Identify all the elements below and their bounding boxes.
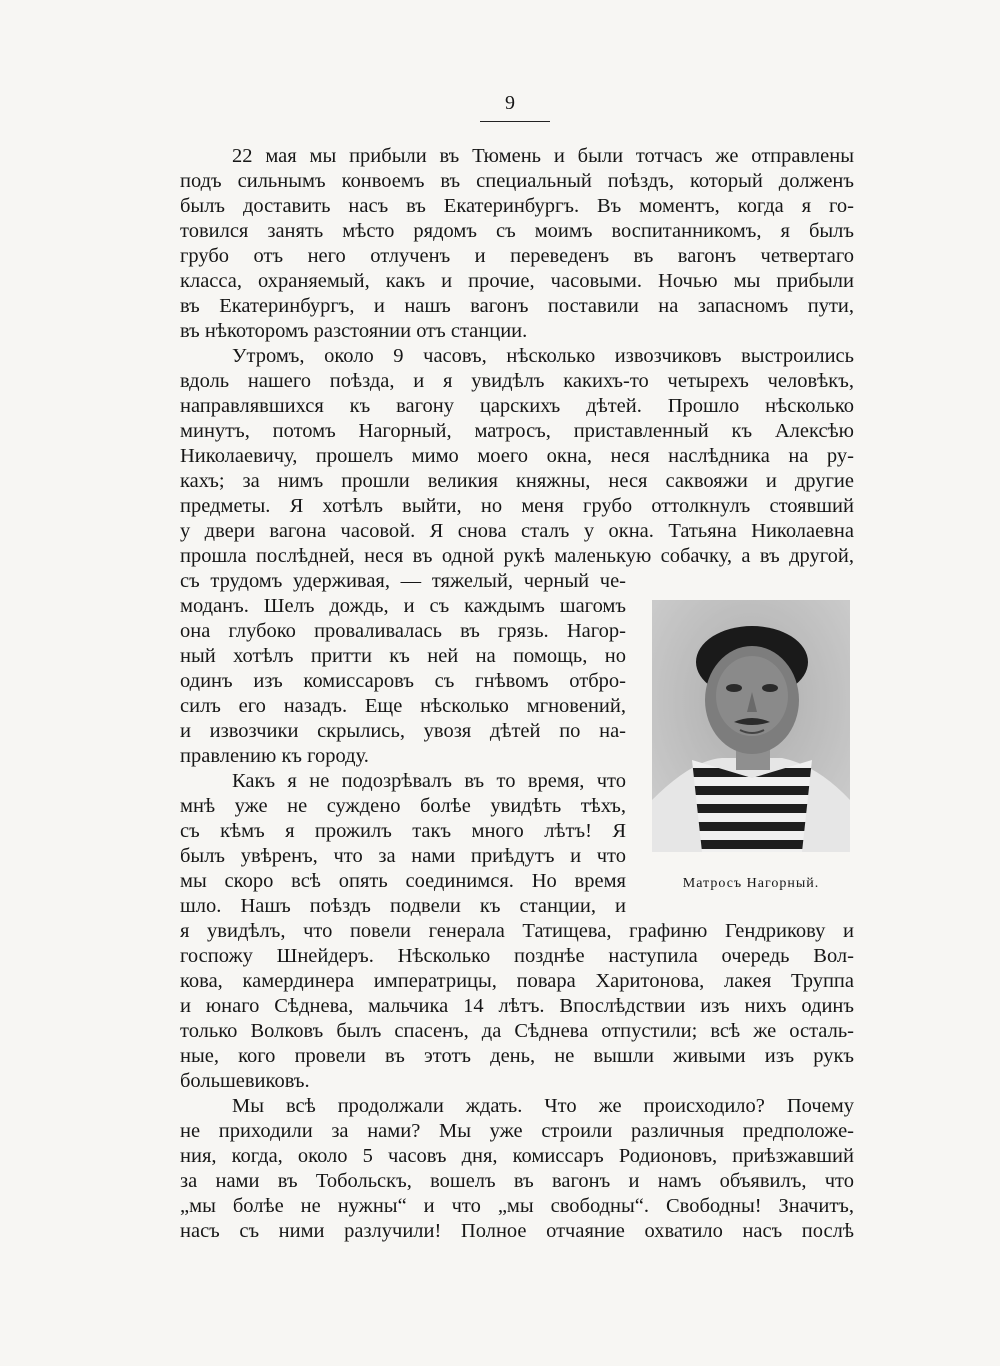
text-line: минутъ, потомъ Нагорный, матросъ, приставленный къ Алексѣю [180,420,854,442]
text-line: шло. Нашъ поѣздъ подвели къ станции, и [180,895,626,917]
text-line: за нами въ Тобольскъ, вошелъ въ вагонъ и намъ объявилъ, что [180,1170,854,1192]
text-line: прошла послѣдней, неся въ одной рукѣ маленькую собачку, а въ другой, [180,545,854,567]
text-line: ния, когда, около 5 часовъ дня, комиссаръ Родионовъ, приѣзжавший [180,1145,854,1167]
text-line: ный хотѣлъ притти къ ней на помощь, но [180,645,626,667]
text-line: класса, охраняемый, какъ и прочие, часовыми. Ночью мы прибыли [180,270,854,292]
text-line: у двери вагона часовой. Я снова сталъ у окна. Татьяна Николаевна [180,520,854,542]
text-line: она глубоко проваливалась въ грязь. Нагор- [180,620,626,642]
text-line: Николаевичу, прошелъ мимо моего окна, неся наслѣдника на ру- [180,445,854,467]
text-line: я увидѣлъ, что повели генерала Татищева, графиню Гендрикову и [180,920,854,942]
text-line: не приходили за нами? Мы уже строили различныя предположе- [180,1120,854,1142]
text-line: только Волковъ былъ спасенъ, да Сѣднева отпустили; всѣ же осталь- [180,1020,854,1042]
text-line: и юнаго Сѣднева, мальчика 14 лѣтъ. Впослѣдствии изъ нихъ одинъ [180,995,854,1017]
text-line: Утромъ, около 9 часовъ, нѣсколько извозчиковъ выстроились [232,345,854,367]
text-line: Какъ я не подозрѣвалъ въ то время, что [232,770,626,792]
text-line: съ трудомъ удерживая, — тяжелый, черный че- [180,570,626,592]
text-line: подъ сильнымъ конвоемъ въ специальный поѣздъ, который долженъ [180,170,854,192]
text-line: въ Екатеринбургъ, и нашъ вагонъ поставили на запасномъ пути, [180,295,854,317]
photo-caption: Матросъ Нагорный. [682,876,820,891]
text-line: силъ его назадъ. Еще нѣсколько мгновений, [180,695,626,717]
text-line: ные, кого провели въ этотъ день, не вышли живыми изъ рукъ [180,1045,854,1067]
portrait-photo [652,600,850,852]
text-line: грубо отъ него отлученъ и переведенъ въ вагонъ четвертаго [180,245,854,267]
header-rule [480,121,550,122]
text-line: большевиковъ. [180,1070,310,1092]
text-line: былъ доставить насъ въ Екатеринбургъ. Въ моментъ, когда я го- [180,195,854,217]
text-line: товился занять мѣсто рядомъ съ моимъ воспитанникомъ, я былъ [180,220,854,242]
text-line: въ нѣкоторомъ разстоянии отъ станции. [180,320,528,342]
text-line: направлявшихся къ вагону царскихъ дѣтей. Прошло нѣсколько [180,395,854,417]
text-line: 22 мая мы прибыли въ Тюмень и были тотчасъ же отправлены [232,145,854,167]
text-line: и извозчики скрылись, увозя дѣтей по на- [180,720,626,742]
text-line: правлению къ городу. [180,745,369,767]
text-line: вдоль нашего поѣзда, и я увидѣлъ какихъ-то четырехъ человѣкъ, [180,370,854,392]
text-line: мы скоро всѣ опять соединимся. Но время [180,870,626,892]
text-line: Мы всѣ продолжали ждать. Что же происходило? Почему [232,1095,854,1117]
text-line: кова, камердинера императрицы, повара Харитонова, лакея Труппа [180,970,854,992]
text-line: былъ увѣренъ, что за нами приѣдутъ и что [180,845,626,867]
text-line: предметы. Я хотѣлъ выйти, но меня грубо оттолкнулъ стоявший [180,495,854,517]
text-line: моданъ. Шелъ дождь, и съ каждымъ шагомъ [180,595,626,617]
text-line: насъ съ ними разлучили! Полное отчаяние охватило насъ послѣ [180,1220,854,1242]
text-line: кахъ; за нимъ прошли великия княжны, неся саквояжи и другие [180,470,854,492]
text-line: госпожу Шнейдеръ. Нѣсколько позднѣе наступила очередь Вол- [180,945,854,967]
text-line: „мы болѣе не нужны“ и что „мы свободны“. Свободны! Значитъ, [180,1195,854,1217]
page-number: 9 [505,92,515,114]
text-line: съ кѣмъ я прожилъ такъ много лѣтъ! Я [180,820,626,842]
text-line: одинъ изъ комиссаровъ съ гнѣвомъ отбро- [180,670,626,692]
text-line: мнѣ уже не суждено болѣе увидѣть тѣхъ, [180,795,626,817]
